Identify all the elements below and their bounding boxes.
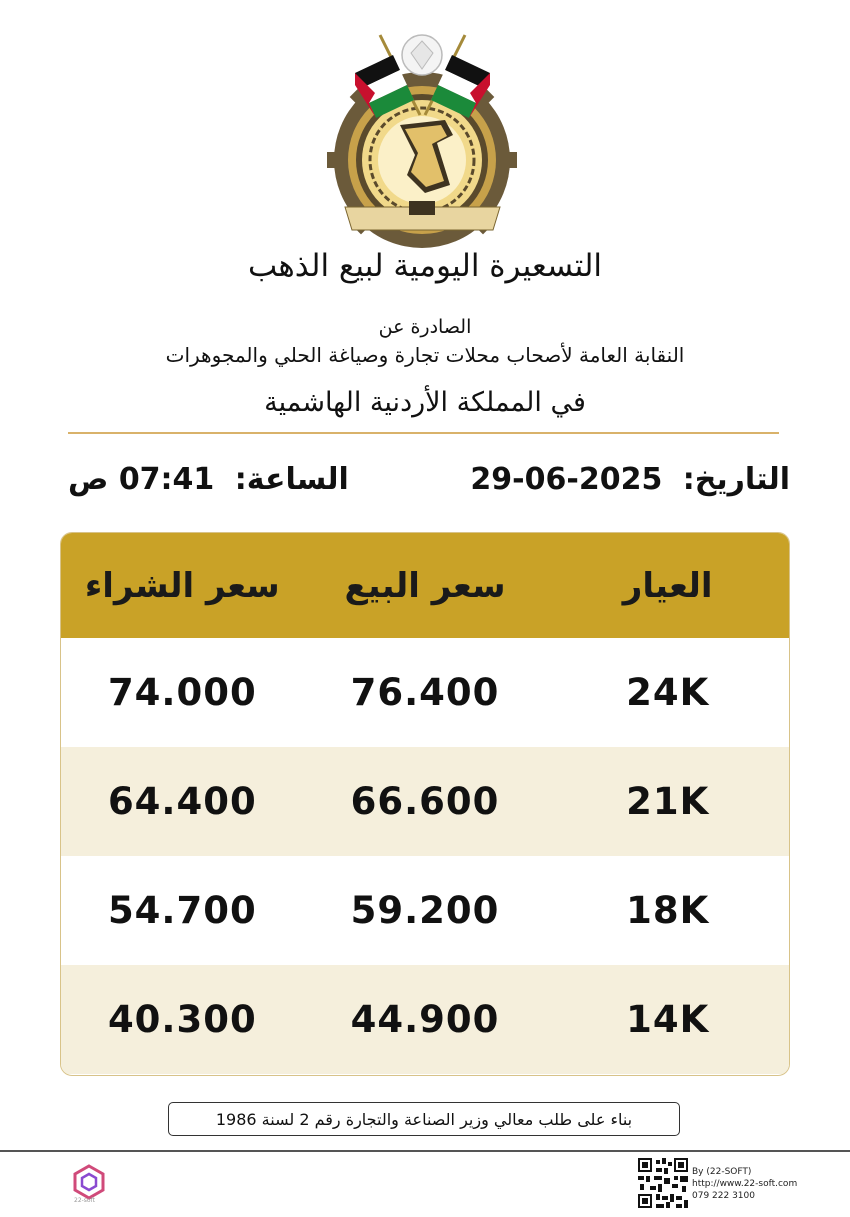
- date-value: 29-06-2025: [470, 462, 663, 497]
- issued-by-label: الصادرة عن: [378, 316, 472, 338]
- developer-credit: [692, 1166, 797, 1202]
- table-row: [61, 856, 789, 965]
- credit-by: By (22-SOFT): [692, 1167, 752, 1177]
- buy-price-cell: 54.700: [107, 889, 257, 932]
- date-label: التاريخ:: [682, 462, 790, 497]
- credit-url[interactable]: http://www.22-soft.com: [692, 1179, 798, 1189]
- column-header-buy: سعر الشراء: [84, 565, 280, 606]
- column-header-sell: سعر البيع: [344, 565, 506, 606]
- syndicate-name: النقابة العامة لأصحاب محلات تجارة وصياغة الحلي والمجوهرات: [165, 343, 685, 367]
- sell-price-cell: 76.400: [350, 671, 500, 714]
- karat-cell: 14K: [626, 998, 710, 1041]
- karat-cell: 24K: [626, 671, 710, 714]
- sell-price-cell: 59.200: [350, 889, 500, 932]
- karat-cell: 18K: [626, 889, 710, 932]
- ministerial-note: بناء على طلب معالي وزير الصناعة والتجارة رقم 2 لسنة 1986: [168, 1102, 680, 1136]
- table-header: [61, 533, 789, 638]
- karat-cell: 21K: [626, 780, 710, 823]
- buy-price-cell: 74.000: [107, 671, 257, 714]
- credit-phone: 079 222 3100: [692, 1191, 755, 1201]
- gold-price-table: [60, 532, 790, 1076]
- time-display: [68, 462, 349, 497]
- table-row: [61, 747, 789, 856]
- buy-price-cell: 40.300: [107, 998, 257, 1041]
- qr-code-icon: [638, 1158, 688, 1208]
- syndicate-emblem-icon: [325, 25, 520, 250]
- header-divider: [68, 432, 779, 434]
- column-header-karat: العيار: [622, 565, 713, 606]
- sell-price-cell: 66.600: [350, 780, 500, 823]
- table-row: [61, 965, 789, 1074]
- buy-price-cell: 64.400: [107, 780, 257, 823]
- date-display: [470, 462, 790, 497]
- brand-caption: 22-soft: [74, 1197, 95, 1204]
- table-row: [61, 638, 789, 747]
- time-label: الساعة:: [234, 462, 349, 497]
- sell-price-cell: 44.900: [350, 998, 500, 1041]
- time-value: 07:41 ص: [68, 462, 215, 497]
- kingdom-name: في المملكة الأردنية الهاشمية: [264, 387, 586, 418]
- page-title: التسعيرة اليومية لبيع الذهب: [247, 248, 603, 284]
- footer-divider: [0, 1150, 850, 1152]
